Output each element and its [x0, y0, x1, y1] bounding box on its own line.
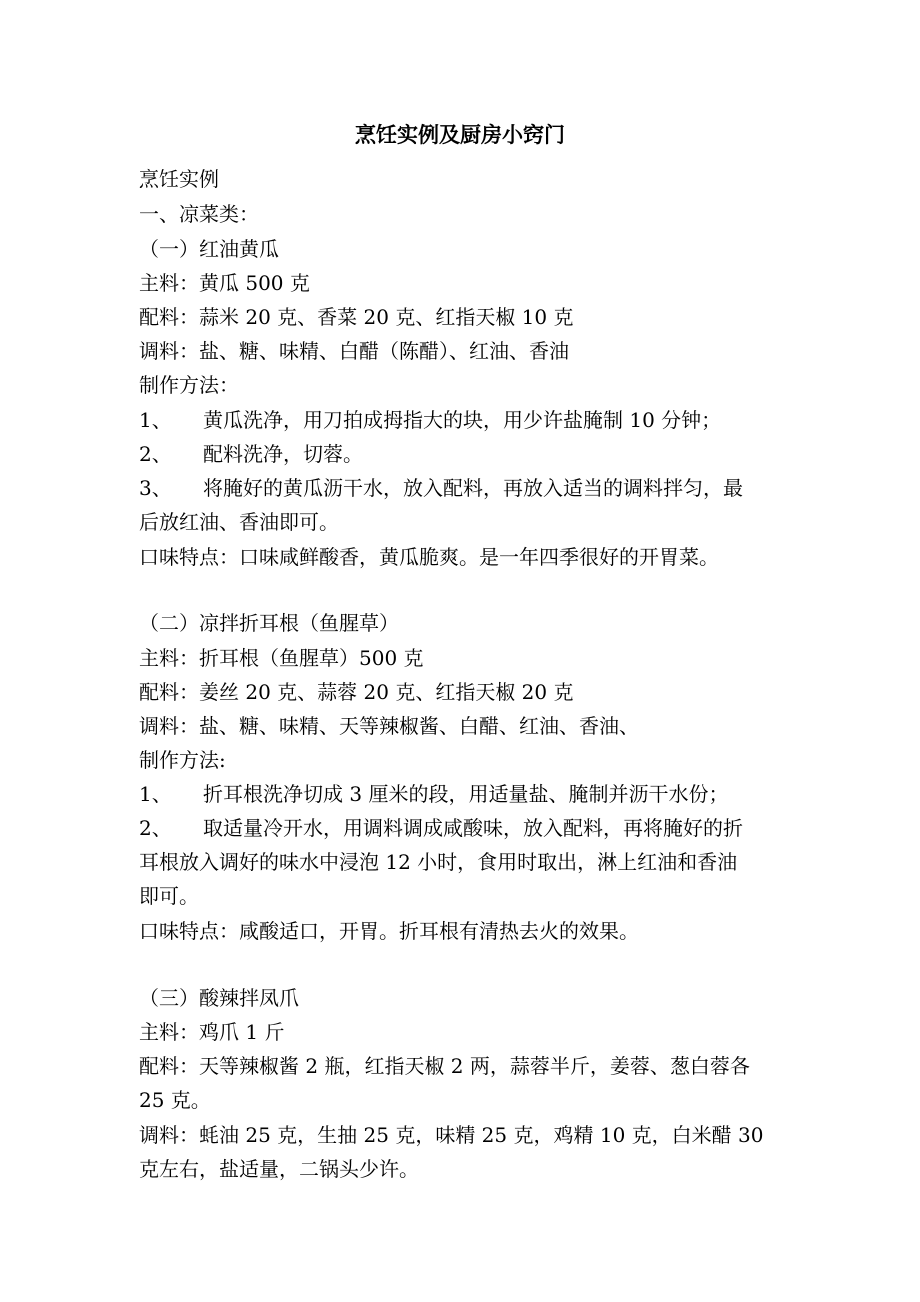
recipe-1-step-3: [139, 470, 743, 506]
recipe-1-main-ingredient: 主料：黄瓜 500 克: [139, 271, 310, 295]
recipe-1-method-label: 制作方法：: [139, 373, 239, 397]
recipe-2-step-2-continued-2: 即可。: [139, 884, 199, 908]
recipe-2-step-2: [139, 810, 743, 846]
recipe-3-side-ingredient-continued: 25 克。: [139, 1088, 211, 1112]
step-text: 取适量冷开水，用调料调成咸酸味，放入配料，再将腌好的折: [203, 816, 743, 840]
step-text: 将腌好的黄瓜沥干水，放入配料，再放入适当的调料拌匀，最: [203, 476, 743, 500]
recipe-2-taste: 口味特点：咸酸适口，开胃。折耳根有清热去火的效果。: [139, 919, 639, 943]
recipe-2-step-2-continued: 耳根放入调好的味水中浸泡 12 小时，食用时取出，淋上红油和香油: [139, 850, 738, 874]
recipe-1-step-2: [139, 436, 363, 472]
recipe-2-seasoning: 调料：盐、糖、味精、天等辣椒酱、白醋、红油、香油、: [139, 714, 639, 738]
step-text: 黄瓜洗净，用刀拍成拇指大的块，用少许盐腌制 10 分钟；: [203, 408, 722, 432]
recipe-3-side-ingredient: 配料：天等辣椒酱 2 瓶，红指天椒 2 两，蒜蓉半斤，姜蓉、葱白蓉各: [139, 1054, 750, 1078]
recipe-2-method-label: 制作方法:: [139, 748, 226, 772]
step-number: 1、: [139, 408, 172, 432]
recipe-3-main-ingredient: 主料：鸡爪 1 斤: [139, 1020, 285, 1044]
recipe-2-main-ingredient: 主料：折耳根（鱼腥草）500 克: [139, 646, 424, 670]
step-number: 2、: [139, 442, 172, 466]
step-number: 2、: [139, 816, 172, 840]
recipe-1-seasoning: 调料：盐、糖、味精、白醋（陈醋）、红油、香油: [139, 339, 569, 363]
section-heading: 烹饪实例: [139, 167, 219, 191]
step-number: 3、: [139, 476, 172, 500]
step-text: 折耳根洗净切成 3 厘米的段，用适量盐、腌制并沥干水份；: [203, 782, 729, 806]
recipe-1-step-3-continued: 后放红油、香油即可。: [139, 510, 339, 534]
recipe-3-seasoning: 调料：蚝油 25 克，生抽 25 克，味精 25 克，鸡精 10 克，白米醋 30: [139, 1123, 764, 1147]
recipe-2-side-ingredient: 配料：姜丝 20 克、蒜蓉 20 克、红指天椒 20 克: [139, 680, 574, 704]
step-number: 1、: [139, 782, 172, 806]
recipe-1-side-ingredient: 配料：蒜米 20 克、香菜 20 克、红指天椒 10 克: [139, 305, 574, 329]
document-title: 烹饪实例及厨房小窍门: [355, 122, 565, 147]
recipe-2-heading: （二）凉拌折耳根（鱼腥草）: [139, 611, 399, 635]
recipe-3-seasoning-continued: 克左右，盐适量，二锅头少许。: [139, 1157, 419, 1181]
category-heading: 一、凉菜类：: [139, 202, 259, 226]
step-text: 配料洗净，切蓉。: [203, 442, 363, 466]
recipe-1-taste: 口味特点：口味咸鲜酸香，黄瓜脆爽。是一年四季很好的开胃菜。: [139, 545, 719, 569]
recipe-2-step-1: [139, 776, 728, 812]
recipe-1-heading: （一）红油黄瓜: [139, 237, 279, 261]
recipe-3-heading: （三）酸辣拌凤爪: [139, 986, 299, 1010]
recipe-1-step-1: [139, 402, 721, 438]
